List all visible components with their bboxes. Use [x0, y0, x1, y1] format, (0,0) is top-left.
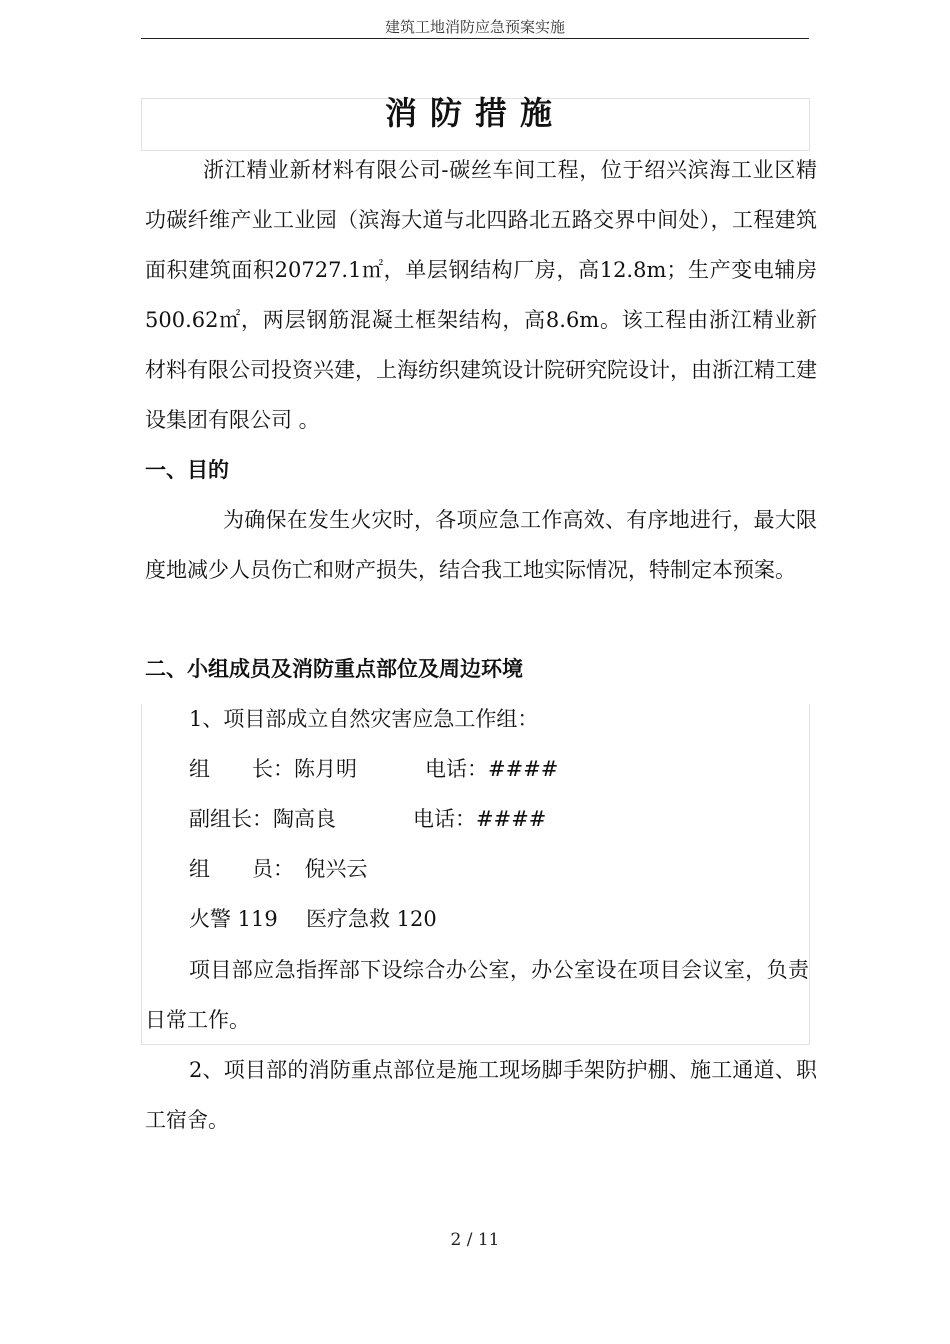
item-2-paragraph: 2、项目部的消防重点部位是施工现场脚手架防护棚、施工通道、职工宿舍。 — [145, 1058, 817, 1132]
running-header: 建筑工地消防应急预案实施 — [384, 18, 565, 36]
document-title: 消防措施 — [384, 94, 565, 132]
section-heading-members: 二、小组成员及消防重点部位及周边环境 — [145, 657, 523, 681]
medical-number: 医疗急救 120 — [306, 907, 437, 931]
leader-phone: 电话：#### — [425, 757, 559, 781]
section-heading-purpose: 一、目的 — [145, 458, 229, 482]
deputy-line: 副组长：陶高良 — [189, 807, 336, 831]
leader-line: 组 长：陈月明 — [189, 757, 357, 781]
item-1-text: 1、项目部成立自然灾害应急工作组： — [189, 707, 539, 731]
member-line: 组 员： 倪兴云 — [189, 857, 368, 881]
header-rule — [141, 38, 809, 39]
purpose-paragraph: 为确保在发生火灾时，各项应急工作高效、有序地进行，最大限度地减少人员伤亡和财产损失，结合我工地实际情况，特制定本预案。 — [145, 508, 817, 582]
page-number: 2 / 11 — [450, 1230, 500, 1250]
intro-paragraph: 浙江精业新材料有限公司-碳丝车间工程，位于绍兴滨海工业区精功碳纤维产业工业园（滨海大道与北四路北五路交界中间处），工程建筑面积建筑面积20727.1㎡，单层钢结构厂房，高12.8m；生产变电辅房500.62㎡，两层钢筋混凝土框架结构，高8.6m。该工程由浙江精业新材料有限公司投资兴建，上海纺织建筑设计院研究院设计，由浙江精工建设集团有限公司 。 — [145, 158, 817, 432]
fire-alarm-number: 火警 119 — [189, 907, 278, 931]
office-paragraph: 项目部应急指挥部下设综合办公室，办公室设在项目会议室，负责日常工作。 — [145, 958, 809, 1032]
deputy-phone: 电话：#### — [413, 807, 547, 831]
